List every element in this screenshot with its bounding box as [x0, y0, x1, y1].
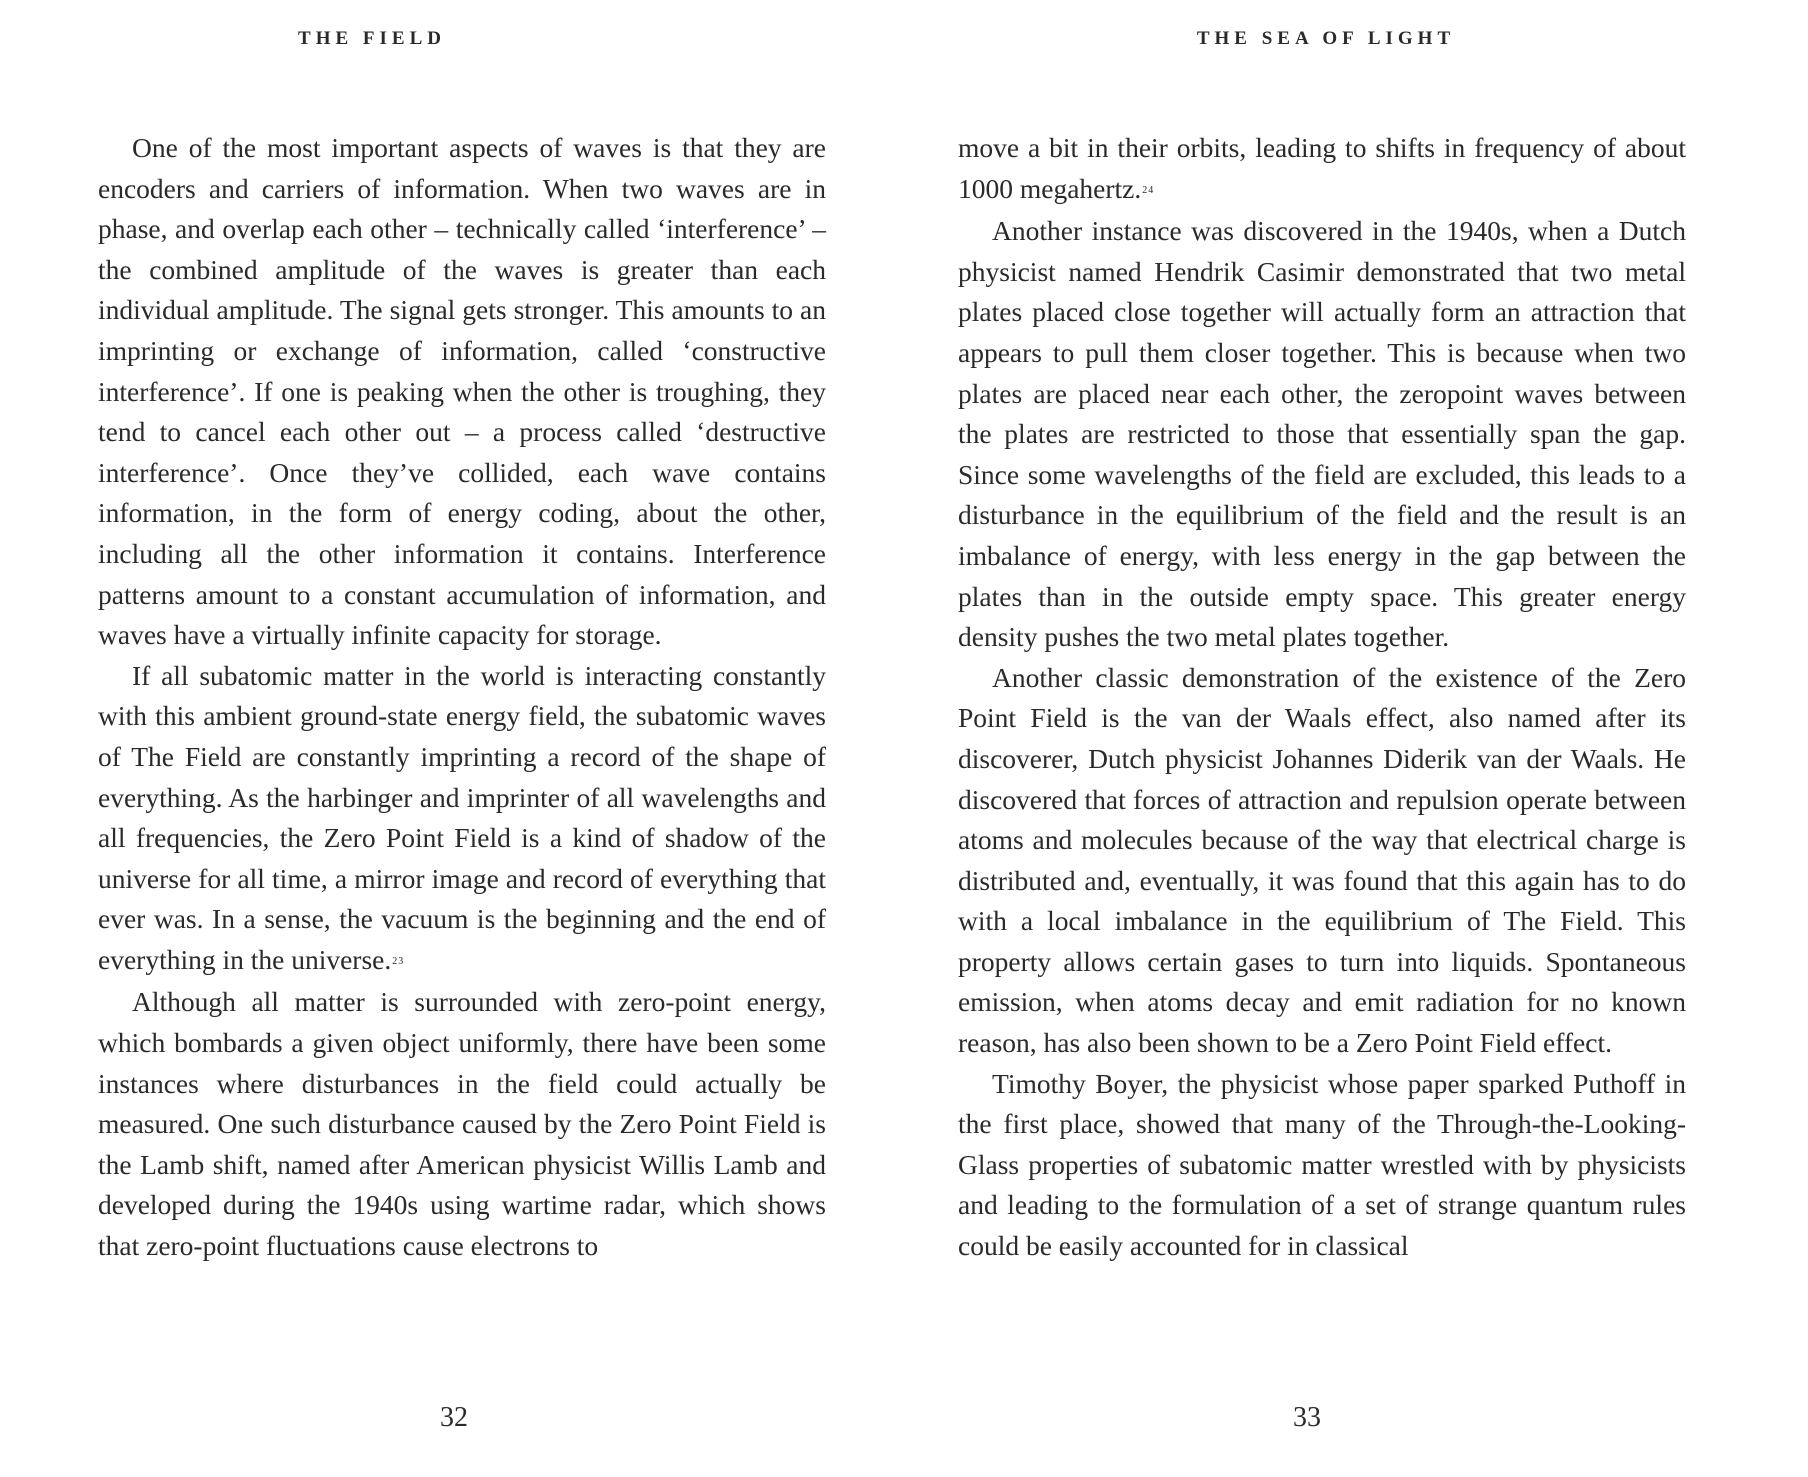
right-page	[904, 0, 1808, 1477]
paragraph-continuation: move a bit in their orbits, leading to shifts in frequency of about 1000 megahertz.24	[958, 132, 1686, 204]
paragraph: Another instance was discovered in the 1940s, when a Dutch physicist named Hendrik Casimir demonstrated that two metal plates placed close together will actually form an attraction that appears to pull them closer together. This is because when two plates are placed near each other, the zeropoint waves between the plates are restricted to those that essentially span the gap. Since some wavelengths of the field are excluded, this leads to a disturbance in the equilibrium of the field and the result is an imbalance of energy, with less energy in the gap between the plates than in the outside empty space. This greater energy density pushes the two metal plates together.	[958, 215, 1686, 653]
running-head-right: THE SEA OF LIGHT	[1196, 28, 1456, 49]
footnote-marker: 24	[1142, 184, 1155, 196]
right-page-body	[958, 128, 1686, 1267]
paragraph: Timothy Boyer, the physicist whose paper sparked Puthoff in the first place, showed that many of the Through-the-Looking-Glass properties of subatomic matter wrestled with by physicists and leading to the formulation of a set of strange quantum rules could be easily accounted for in classical	[958, 1067, 1686, 1262]
paragraph: If all subatomic matter in the world is interacting constantly with this ambient ground-state energy field, the subatomic waves of The Field are constantly imprinting a record of the shape of everything. As the harbinger and imprinter of all wavelengths and all frequencies, the Zero Point Field is a kind of shadow of the universe for all time, a mirror image and record of everything that ever was. In a sense, the vacuum is the beginning and the end of everything in the universe.23	[98, 659, 826, 975]
page-number-right: 33	[1293, 1402, 1321, 1433]
running-head-left: THE FIELD	[298, 28, 446, 49]
footnote-marker: 23	[392, 955, 405, 967]
paragraph: Another classic demonstration of the existence of the Zero Point Field is the van der Waals effect, also named after its discoverer, Dutch physicist Johannes Diderik van der Waals. He discovered that forces of attraction and repulsion operate between atoms and molecules because of the way that electrical charge is distributed and, eventually, it was found that this again has to do with a local imbalance in the equilibrium of The Field. This property allows certain gases to turn into liquids. Spontaneous emission, when atoms decay and emit radiation for no known reason, has also been shown to be a Zero Point Field effect.	[958, 661, 1686, 1059]
paragraph: One of the most important aspects of waves is that they are encoders and carriers of information. When two waves are in phase, and overlap each other – technically called ‘interference’ – the combined amplitude of the waves is greater than each individual amplitude. The signal gets stronger. This amounts to an imprinting or exchange of information, called ‘constructive interference’. If one is peaking when the other is troughing, they tend to cancel each other out – a process called ‘destructive interference’. Once they’ve collided, each wave contains information, in the form of energy coding, about the other, including all the other information it contains. Interference patterns amount to a constant accumulation of information, and waves have a virtually infinite capacity for storage.	[98, 132, 826, 651]
page-number-left: 32	[440, 1402, 468, 1433]
paragraph: Although all matter is surrounded with zero-point energy, which bombards a given object uniformly, there have been some instances where disturbances in the field could actually be measured. One such disturbance caused by the Zero Point Field is the Lamb shift, named after American physicist Willis Lamb and developed during the 1940s using wartime radar, which shows that zero-point fluctuations cause electrons to	[98, 986, 826, 1262]
left-page-body	[98, 128, 826, 1267]
